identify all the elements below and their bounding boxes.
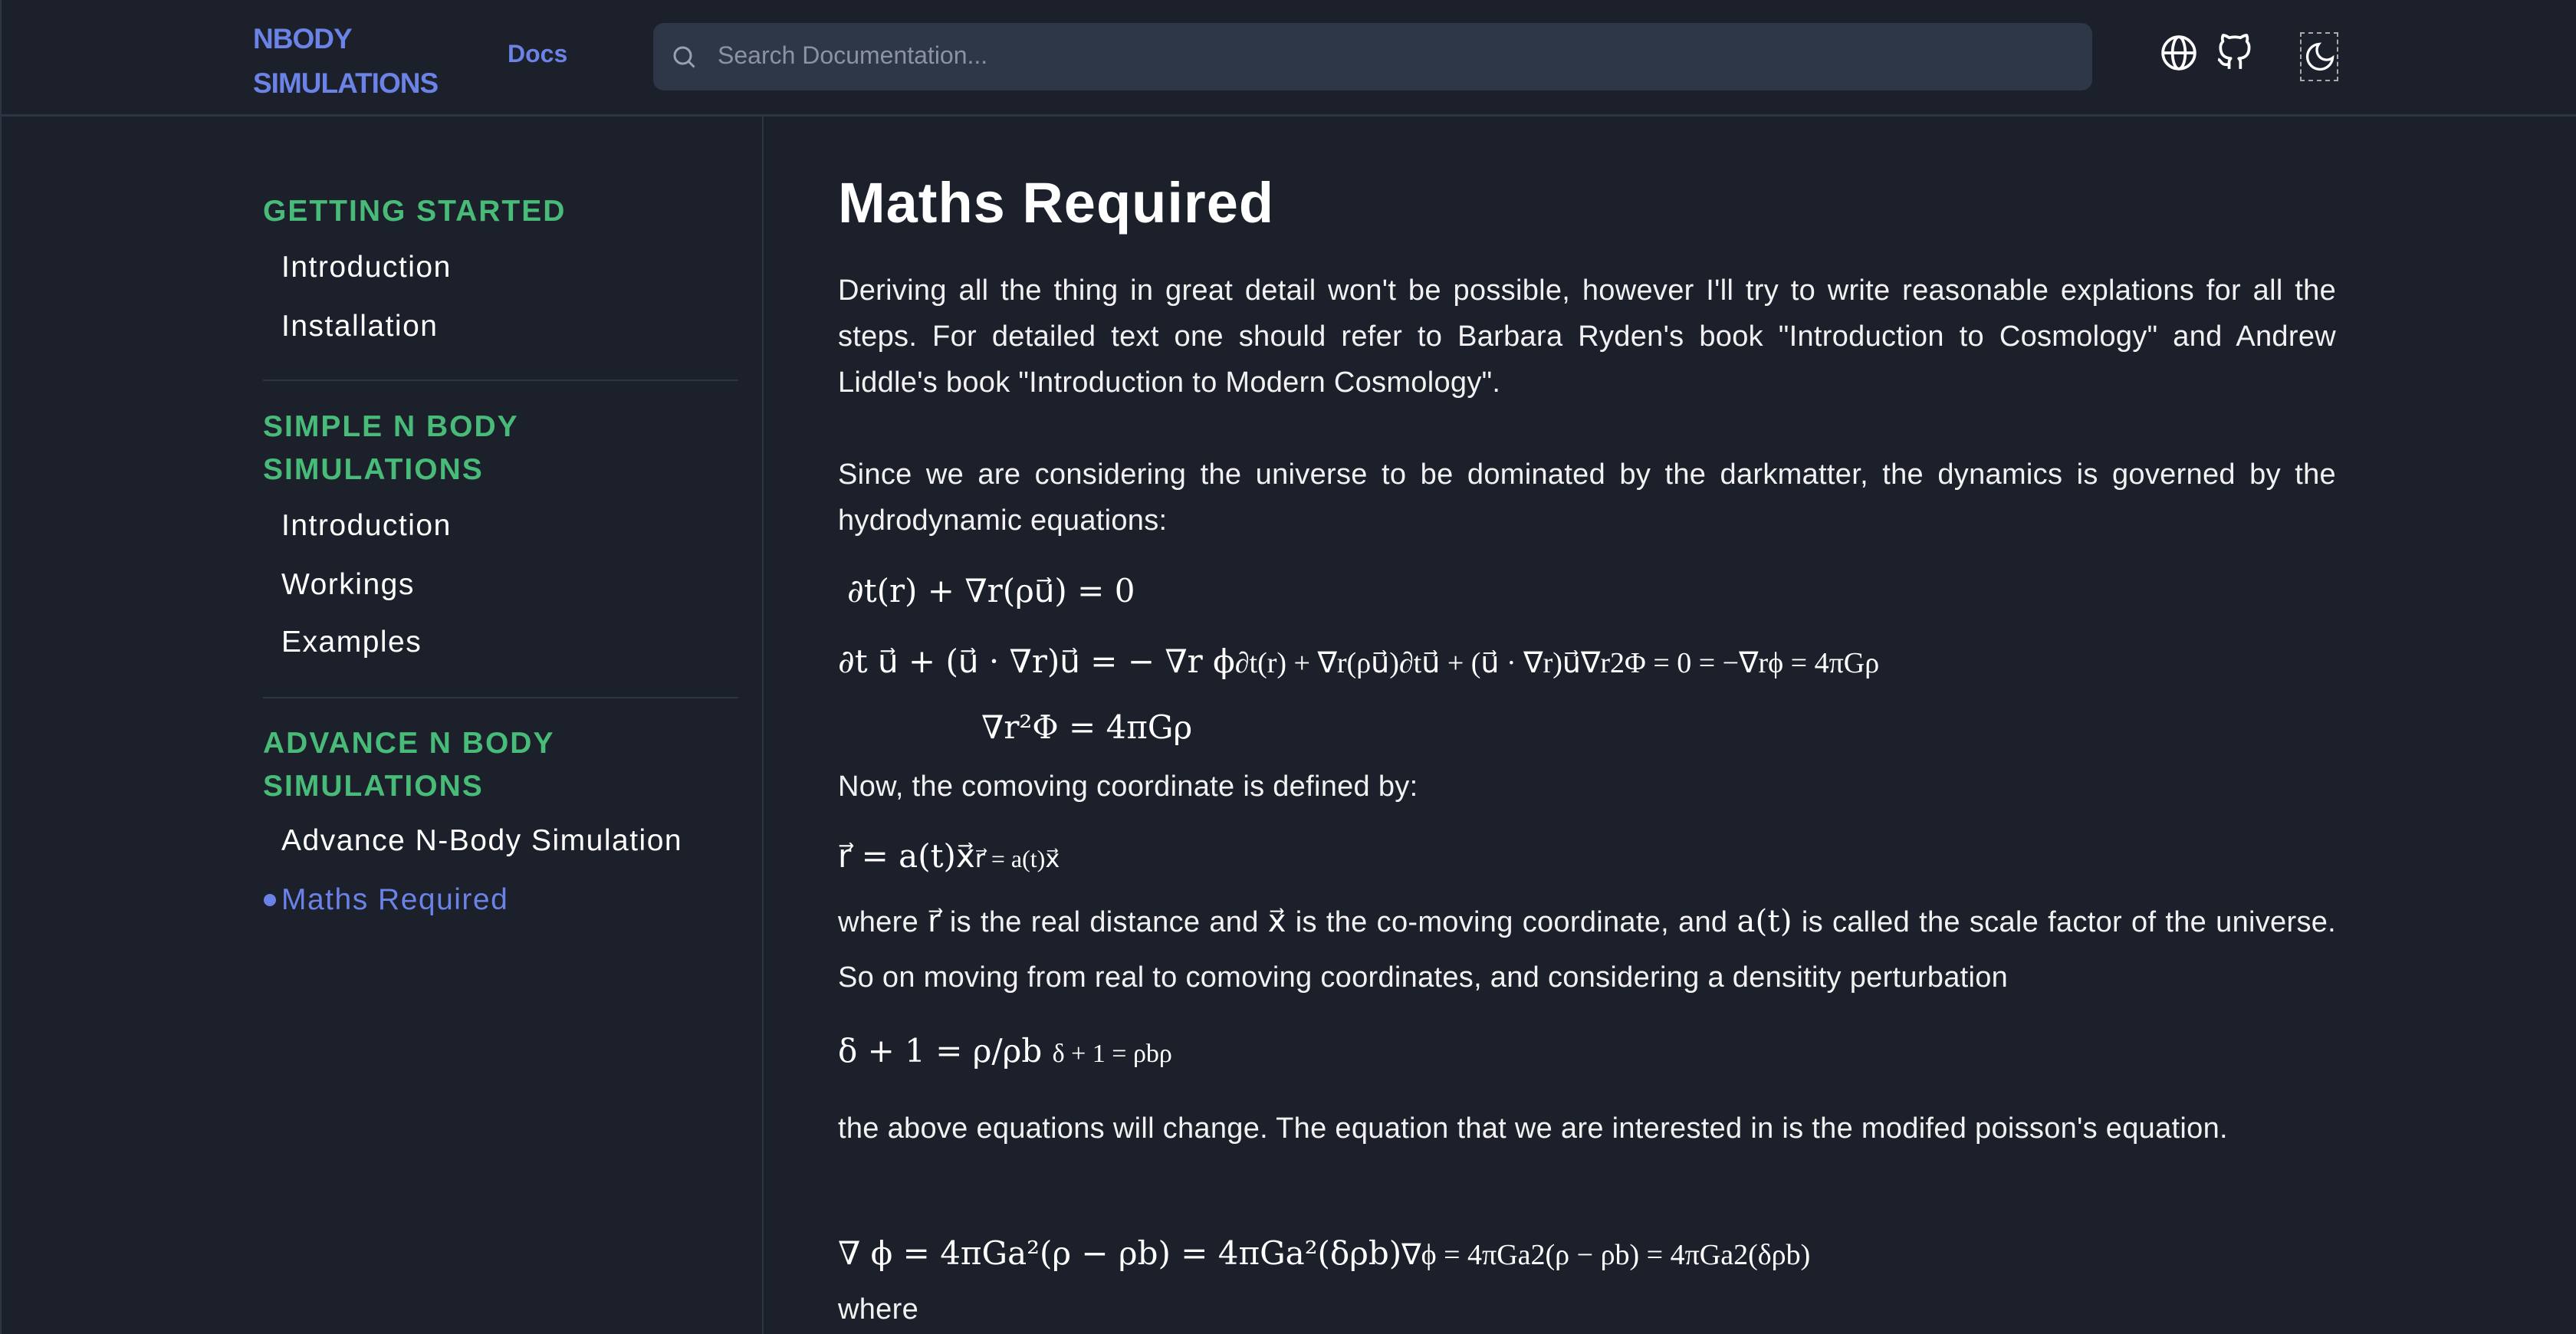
- sidebar-item-introduction[interactable]: Introduction: [281, 251, 452, 284]
- equation-poisson: ∇r²Φ = 4πGρ: [981, 708, 1193, 746]
- sidebar-item-introduction-2[interactable]: Introduction: [281, 509, 452, 542]
- equation-comoving: [838, 837, 2336, 875]
- equation-continuity: ∂t(r) + ∇r(ρu⃗) = 0: [847, 572, 1135, 610]
- top-header: [0, 0, 2576, 117]
- inline-math: a(t): [1737, 904, 1792, 939]
- github-icon[interactable]: [2215, 34, 2253, 72]
- paragraph: Deriving all the thing in great detail won't be possible, however I'll try to write reasonable explations for all the steps. For detailed text one should refer to Barbara Ryden's book "Introduction to Cosmology" and Andrew Liddle's book "Introduction to Modern Cosmology".: [838, 274, 2336, 399]
- divider: [263, 697, 738, 698]
- logo-line-1: NBODY: [253, 23, 352, 54]
- equation-density: [838, 1032, 2336, 1070]
- equation-fallback-text: r⃗ = a(t)x⃗: [974, 845, 1060, 872]
- text: is the real distance and: [949, 906, 1259, 938]
- equation-euler: [838, 642, 2336, 680]
- sidebar-item-examples[interactable]: Examples: [281, 626, 422, 659]
- paragraph: where: [838, 1293, 918, 1326]
- active-indicator-dot: [264, 894, 276, 906]
- moon-icon: [2303, 40, 2337, 74]
- equation-density-math: δ + 1 = ρ/ρb: [838, 1032, 1043, 1070]
- paragraph: Since we are considering the universe to be dominated by the darkmatter, the dynamics is governed by the hydrodynamic equations:: [838, 458, 2336, 537]
- paragraph: the above equations will change. The equation that we are interested in is the modifed poisson's equation.: [838, 1112, 2228, 1145]
- text: is called the scale factor of the universe. So on moving from real to comoving coordinates, and considering a densitity perturbation: [838, 906, 2337, 994]
- paragraph: Now, the comoving coordinate is defined by:: [838, 770, 1418, 803]
- sidebar-item-workings[interactable]: Workings: [281, 568, 415, 601]
- inline-math: x⃗: [1267, 904, 1286, 939]
- equation-comoving-math: r⃗ = a(t)x⃗: [838, 837, 975, 875]
- search-icon: [670, 43, 698, 71]
- section-title-line: ADVANCE N BODY: [263, 727, 555, 760]
- equation-fallback-text: ∇ϕ = 4πGa2(ρ − ρb) = 4πGa2(δρb): [1401, 1239, 1811, 1271]
- divider: [263, 380, 738, 381]
- equation-modified-poisson-math: ∇ ϕ = 4πGa²(ρ − ρb) = 4πGa²(δρb): [838, 1234, 1402, 1272]
- sidebar-item-installation[interactable]: Installation: [281, 310, 439, 343]
- section-title-line: SIMULATIONS: [263, 770, 484, 803]
- globe-icon[interactable]: [2160, 34, 2198, 72]
- theme-toggle-button[interactable]: [2300, 32, 2338, 81]
- sidebar-divider: [762, 117, 764, 1334]
- paragraph: [838, 894, 2336, 1005]
- docs-link[interactable]: Docs: [508, 40, 568, 67]
- section-simple-n-body: [263, 406, 519, 491]
- equation-modified-poisson: [838, 1234, 2336, 1272]
- equation-fallback-text: ∂t(r) + ∇r(ρu⃗)∂tu⃗ + (u⃗ · ∇r)u⃗∇r2Φ = 0 = −∇rϕ = 4πGρ: [1234, 647, 1880, 679]
- left-border: [0, 117, 2, 1334]
- inline-math: r⃗: [928, 904, 941, 939]
- search-placeholder: Search Documentation...: [718, 41, 988, 69]
- site-logo[interactable]: [253, 17, 438, 106]
- search-input[interactable]: [653, 23, 2092, 90]
- sidebar-item-advance-simulation[interactable]: Advance N-Body Simulation: [281, 824, 683, 857]
- sidebar-item-maths-required[interactable]: Maths Required: [281, 883, 509, 916]
- section-advance-n-body: [263, 722, 554, 808]
- section-getting-started: GETTING STARTED: [263, 195, 567, 228]
- text: where: [838, 906, 918, 938]
- page-title: Maths Required: [838, 171, 1275, 235]
- section-title-line: SIMULATIONS: [263, 453, 484, 486]
- equation-euler-math: ∂t u⃗ + (u⃗ · ∇r)u⃗ = − ∇r ϕ: [838, 642, 1235, 680]
- logo-line-2: SIMULATIONS: [253, 67, 439, 99]
- equation-fallback-text: δ + 1 = ρbρ: [1052, 1040, 1172, 1068]
- section-title-line: SIMPLE N BODY: [263, 410, 519, 443]
- text: is the co-moving coordinate, and: [1295, 906, 1728, 938]
